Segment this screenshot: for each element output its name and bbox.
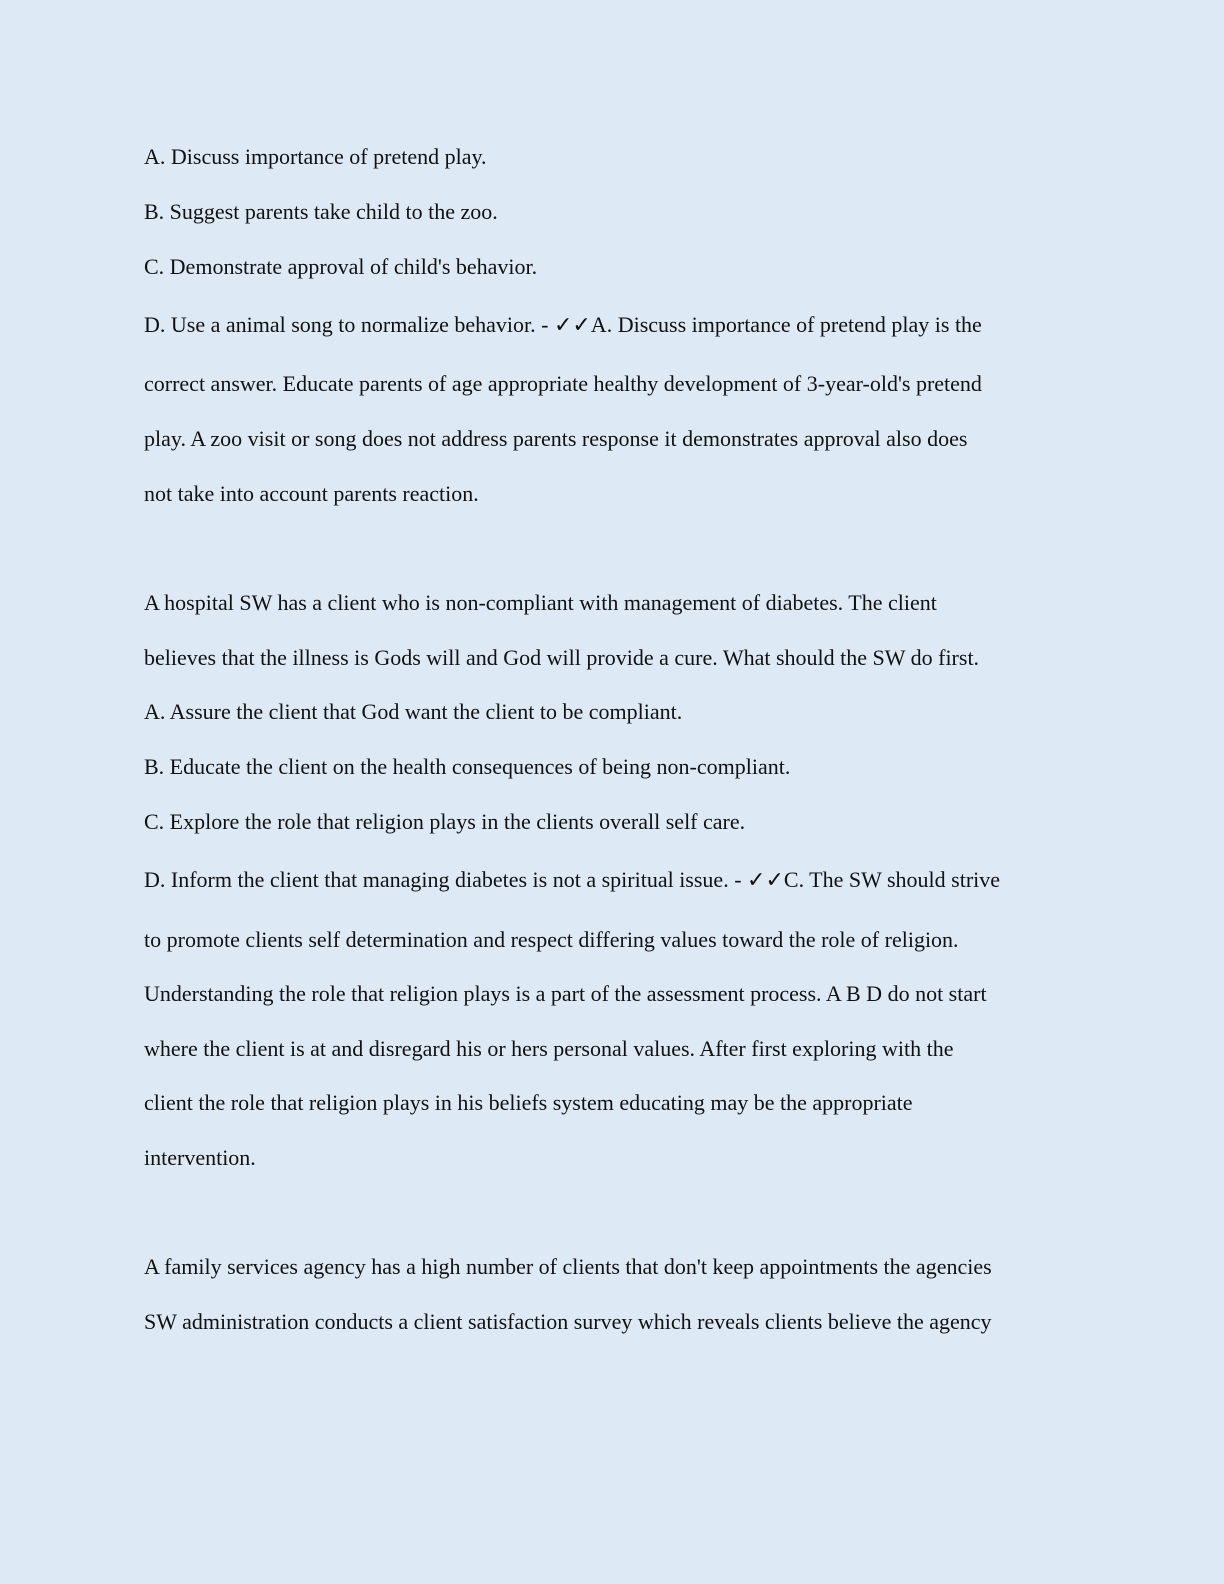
q2-stem-line: believes that the illness is Gods will and God will provide a cure. What should the SW do first. bbox=[144, 645, 980, 670]
q1-answer-line: not take into account parents reaction. bbox=[144, 481, 479, 506]
q2-answer-line: Understanding the role that religion plays is a part of the assessment process. A B D do not start bbox=[144, 981, 987, 1006]
q2-option-c: C. Explore the role that religion plays in the clients overall self care. bbox=[144, 809, 746, 834]
q1-answer-line: correct answer. Educate parents of age appropriate healthy development of 3-year-old's pretend bbox=[144, 371, 982, 396]
q3-stem-line: SW administration conducts a client satisfaction survey which reveals clients believe the agency bbox=[144, 1309, 992, 1334]
q1-answer-line: D. Use a animal song to normalize behavior. - ✓✓A. Discuss importance of pretend play is the bbox=[144, 312, 982, 337]
q2-stem-line: A hospital SW has a client who is non-compliant with management of diabetes. The client bbox=[144, 590, 937, 615]
q1-option-b: B. Suggest parents take child to the zoo. bbox=[144, 199, 498, 224]
q3-stem-line: A family services agency has a high number of clients that don't keep appointments the agencies bbox=[144, 1254, 992, 1279]
q2-answer-line: where the client is at and disregard his or hers personal values. After first exploring with the bbox=[144, 1036, 954, 1061]
q2-answer-line: D. Inform the client that managing diabetes is not a spiritual issue. - ✓✓C. The SW should strive bbox=[144, 867, 1001, 892]
q1-answer-line: play. A zoo visit or song does not address parents response it demonstrates approval also does bbox=[144, 426, 968, 451]
q2-option-a: A. Assure the client that God want the client to be compliant. bbox=[144, 699, 683, 724]
q1-option-c: C. Demonstrate approval of child's behavior. bbox=[144, 254, 538, 279]
q2-option-b: B. Educate the client on the health consequences of being non-compliant. bbox=[144, 754, 791, 779]
q2-answer-line: intervention. bbox=[144, 1145, 256, 1170]
q2-answer-line: to promote clients self determination and respect differing values toward the role of religion. bbox=[144, 927, 959, 952]
q2-answer-line: client the role that religion plays in his beliefs system educating may be the appropriate bbox=[144, 1090, 913, 1115]
q1-option-a: A. Discuss importance of pretend play. bbox=[144, 144, 487, 169]
